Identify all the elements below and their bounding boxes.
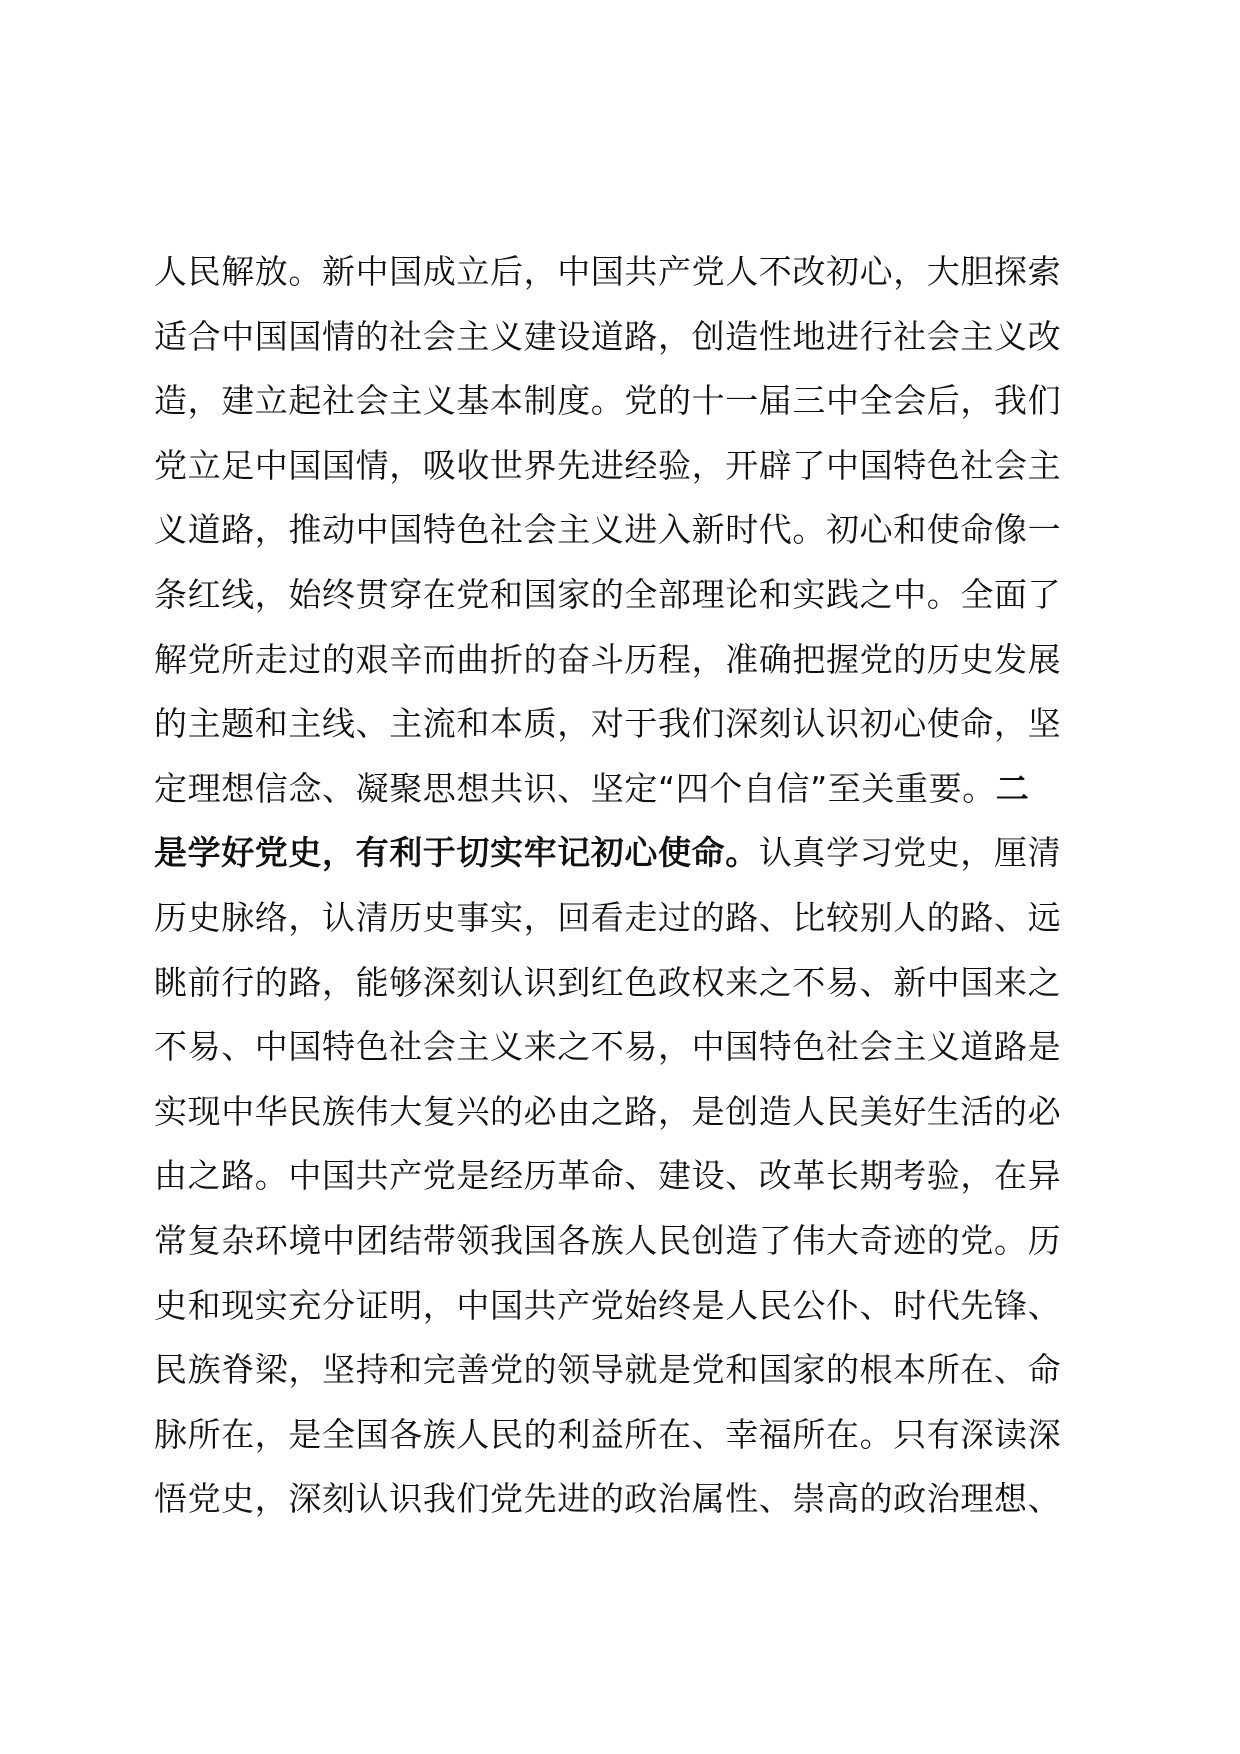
text-line: 脉所在，是全国各族人民的利益所在、幸福所在。只有深读深 xyxy=(154,1414,1062,1454)
text-line: 史和现实充分证明，中国共产党始终是人民公仆、时代先锋、 xyxy=(154,1285,1062,1325)
bold-heading-start: 二 xyxy=(995,768,1030,808)
text-line: 民族脊梁，坚持和完善党的领导就是党和国家的根本所在、命 xyxy=(154,1350,1062,1390)
text-line: 由之路。中国共产党是经历革命、建设、改革长期考验，在异 xyxy=(154,1156,1062,1196)
text-line: 造，建立起社会主义基本制度。党的十一届三中全会后，我们 xyxy=(154,381,1062,421)
text-line: 的主题和主线、主流和本质，对于我们深刻认识初心使命，坚 xyxy=(154,704,1062,744)
text-line: 常复杂环境中团结带领我国各族人民创造了伟大奇迹的党。历 xyxy=(154,1220,1062,1260)
text-line: 人民解放。新中国成立后，中国共产党人不改初心，大胆探索 xyxy=(154,252,1062,291)
text-line: 适合中国国情的社会主义建设道路，创造性地进行社会主义改 xyxy=(154,316,1062,356)
text-line: 条红线，始终贯穿在党和国家的全部理论和实践之中。全面了 xyxy=(154,574,1062,614)
text-line: 实现中华民族伟大复兴的必由之路，是创造人民美好生活的必 xyxy=(154,1091,1062,1131)
bold-heading: 是学好党史，有利于切实牢记初心使命。 xyxy=(154,833,759,873)
text-line: 眺前行的路，能够深刻认识到红色政权来之不易、新中国来之 xyxy=(154,962,1062,1002)
text-line: 悟党史，深刻认识我们党先进的政治属性、崇高的政治理想、 xyxy=(154,1479,1062,1519)
text-line: 历史脉络，认清历史事实，回看走过的路、比较别人的路、远 xyxy=(154,897,1062,937)
text-line: 定理想信念、凝聚思想共识、坚定“四个自信”至关重要。二 xyxy=(154,768,1030,808)
body-paragraph xyxy=(154,240,1094,1532)
text-line: 党立足中国国情，吸收世界先进经验，开辟了中国特色社会主 xyxy=(154,445,1062,485)
text-line: 解党所走过的艰辛而曲折的奋斗历程，准确把握党的历史发展 xyxy=(154,639,1062,679)
text-line: 不易、中国特色社会主义来之不易，中国特色社会主义道路是 xyxy=(154,1027,1062,1067)
text-line: 是学好党史，有利于切实牢记初心使命。认真学习党史，厘清 xyxy=(154,833,1062,873)
text-line: 义道路，推动中国特色社会主义进入新时代。初心和使命像一 xyxy=(154,510,1062,550)
